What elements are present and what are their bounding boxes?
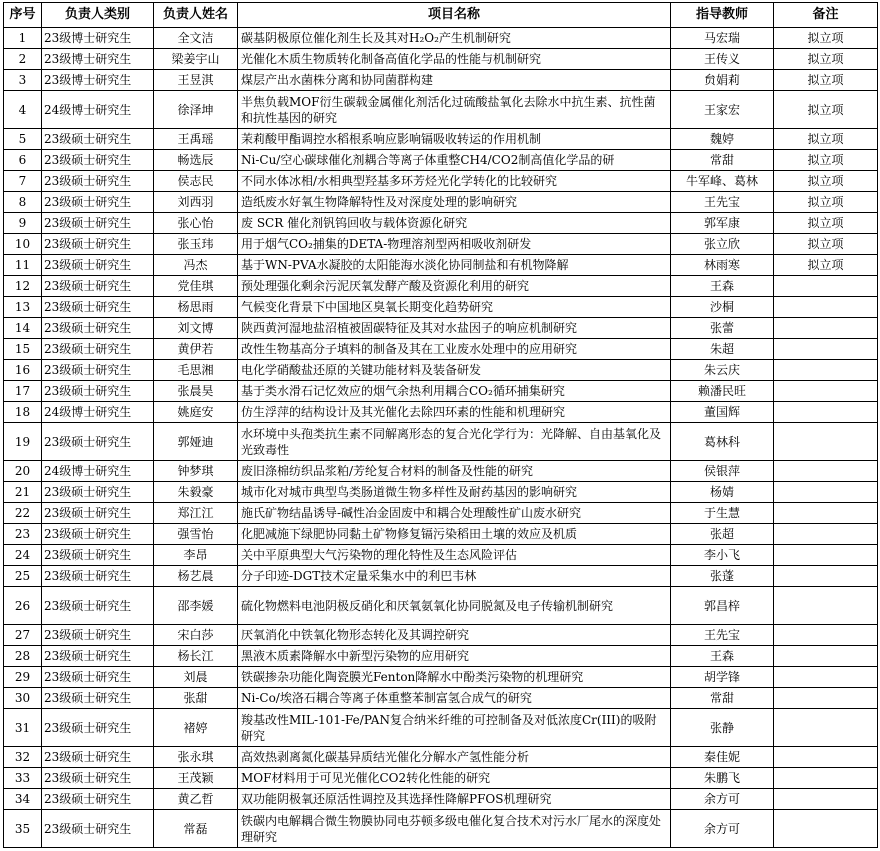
cell-no: 28 <box>4 646 42 667</box>
cell-category: 23级博士研究生 <box>42 49 154 70</box>
cell-category: 23级硕士研究生 <box>42 360 154 381</box>
header-name: 负责人姓名 <box>154 3 238 28</box>
cell-no: 29 <box>4 667 42 688</box>
cell-category: 23级硕士研究生 <box>42 625 154 646</box>
cell-no: 30 <box>4 688 42 709</box>
cell-name: 刘西羽 <box>154 192 238 213</box>
cell-title: 双功能阴极氧还原活性调控及其选择性降解PFOS机理研究 <box>238 789 671 810</box>
cell-category: 23级硕士研究生 <box>42 297 154 318</box>
cell-no: 19 <box>4 423 42 461</box>
cell-teacher: 王先宝 <box>671 625 774 646</box>
cell-category: 23级博士研究生 <box>42 70 154 91</box>
cell-note: 拟立项 <box>774 70 878 91</box>
table-row <box>4 423 878 461</box>
cell-teacher: 沙桐 <box>671 297 774 318</box>
cell-name: 张永琪 <box>154 747 238 768</box>
cell-category: 23级硕士研究生 <box>42 810 154 848</box>
cell-category: 23级硕士研究生 <box>42 587 154 625</box>
cell-no: 33 <box>4 768 42 789</box>
cell-teacher: 侯银萍 <box>671 461 774 482</box>
table-row <box>4 297 878 318</box>
cell-no: 34 <box>4 789 42 810</box>
cell-no: 8 <box>4 192 42 213</box>
cell-no: 27 <box>4 625 42 646</box>
cell-teacher: 于生慧 <box>671 503 774 524</box>
table-row <box>4 587 878 625</box>
cell-name: 刘文博 <box>154 318 238 339</box>
cell-no: 32 <box>4 747 42 768</box>
cell-no: 11 <box>4 255 42 276</box>
cell-title: 废 SCR 催化剂钒钨回收与载体资源化研究 <box>238 213 671 234</box>
cell-note: 拟立项 <box>774 213 878 234</box>
cell-name: 毛思湘 <box>154 360 238 381</box>
cell-note: 拟立项 <box>774 234 878 255</box>
table-row <box>4 129 878 150</box>
cell-title: 碳基阴极原位催化剂生长及其对H₂O₂产生机制研究 <box>238 28 671 49</box>
cell-category: 23级硕士研究生 <box>42 255 154 276</box>
header-row <box>4 3 878 28</box>
cell-category: 23级硕士研究生 <box>42 234 154 255</box>
cell-teacher: 常甜 <box>671 150 774 171</box>
cell-no: 31 <box>4 709 42 747</box>
cell-category: 23级硕士研究生 <box>42 339 154 360</box>
cell-category: 23级硕士研究生 <box>42 129 154 150</box>
cell-teacher: 胡学锋 <box>671 667 774 688</box>
cell-note: 拟立项 <box>774 91 878 129</box>
cell-no: 15 <box>4 339 42 360</box>
cell-no: 13 <box>4 297 42 318</box>
cell-category: 23级硕士研究生 <box>42 747 154 768</box>
cell-title: 用于烟气CO₂捕集的DETA-物理溶剂型两相吸收剂研发 <box>238 234 671 255</box>
cell-name: 张心怡 <box>154 213 238 234</box>
cell-title: Ni-Co/埃洛石耦合等离子体重整苯制富氢合成气的研究 <box>238 688 671 709</box>
cell-title: 化肥减施下绿肥协同黏土矿物修复镉污染稻田土壤的效应及机质 <box>238 524 671 545</box>
cell-title: 铁碳内电解耦合微生物膜协同电芬顿多级电催化复合技术对污水厂尾水的深度处理研究 <box>238 810 671 848</box>
cell-title: 水环境中头孢类抗生素不同解离形态的复合光化学行为：光降解、自由基氧化及光致毒性 <box>238 423 671 461</box>
cell-name: 杨艺晨 <box>154 566 238 587</box>
table-row <box>4 234 878 255</box>
cell-category: 23级硕士研究生 <box>42 503 154 524</box>
cell-name: 王昱淇 <box>154 70 238 91</box>
cell-teacher: 杨婧 <box>671 482 774 503</box>
table-row <box>4 339 878 360</box>
cell-teacher: 朱超 <box>671 339 774 360</box>
cell-category: 23级硕士研究生 <box>42 423 154 461</box>
cell-name: 刘晨 <box>154 667 238 688</box>
cell-teacher: 朱鹏飞 <box>671 768 774 789</box>
cell-name: 张晨昊 <box>154 381 238 402</box>
cell-note <box>774 276 878 297</box>
cell-name: 姚庭安 <box>154 402 238 423</box>
cell-title: 仿生浮萍的结构设计及其光催化去除四环素的性能和机理研究 <box>238 402 671 423</box>
cell-teacher: 王先宝 <box>671 192 774 213</box>
cell-note <box>774 789 878 810</box>
cell-note <box>774 688 878 709</box>
cell-name: 王茂颖 <box>154 768 238 789</box>
table-row <box>4 91 878 129</box>
cell-teacher: 王森 <box>671 646 774 667</box>
cell-name: 王禹瑶 <box>154 129 238 150</box>
cell-no: 22 <box>4 503 42 524</box>
cell-name: 畅选辰 <box>154 150 238 171</box>
table-row <box>4 503 878 524</box>
table-row <box>4 213 878 234</box>
cell-teacher: 李小飞 <box>671 545 774 566</box>
table-row <box>4 646 878 667</box>
table-row <box>4 524 878 545</box>
table-row <box>4 150 878 171</box>
cell-teacher: 赖潘民旺 <box>671 381 774 402</box>
table-row <box>4 276 878 297</box>
cell-note: 拟立项 <box>774 171 878 192</box>
cell-teacher: 王森 <box>671 276 774 297</box>
cell-note <box>774 810 878 848</box>
cell-name: 黄伊若 <box>154 339 238 360</box>
table-row <box>4 566 878 587</box>
cell-note: 拟立项 <box>774 150 878 171</box>
cell-no: 3 <box>4 70 42 91</box>
table-row <box>4 192 878 213</box>
cell-title: 半焦负载MOF衍生碳载金属催化剂活化过硫酸盐氧化去除水中抗生素、抗性菌和抗性基因的研究 <box>238 91 671 129</box>
cell-title: 电化学硝酸盐还原的关键功能材料及装备研发 <box>238 360 671 381</box>
table-row <box>4 789 878 810</box>
cell-teacher: 张蕾 <box>671 318 774 339</box>
cell-category: 23级硕士研究生 <box>42 789 154 810</box>
table-row <box>4 255 878 276</box>
cell-name: 张甜 <box>154 688 238 709</box>
cell-category: 23级硕士研究生 <box>42 524 154 545</box>
table-row <box>4 625 878 646</box>
table-row <box>4 747 878 768</box>
cell-note <box>774 360 878 381</box>
table-row <box>4 171 878 192</box>
cell-name: 褚婷 <box>154 709 238 747</box>
cell-category: 24级博士研究生 <box>42 91 154 129</box>
cell-name: 李昂 <box>154 545 238 566</box>
cell-category: 23级硕士研究生 <box>42 768 154 789</box>
header-category: 负责人类别 <box>42 3 154 28</box>
cell-note <box>774 318 878 339</box>
cell-name: 朱毅豪 <box>154 482 238 503</box>
project-table <box>3 2 878 848</box>
cell-title: 茉莉酸甲酯调控水稻根系响应影响镉吸收转运的作用机制 <box>238 129 671 150</box>
cell-note: 拟立项 <box>774 255 878 276</box>
cell-teacher: 郭军康 <box>671 213 774 234</box>
table-row <box>4 28 878 49</box>
cell-note <box>774 566 878 587</box>
table-row <box>4 360 878 381</box>
table-row <box>4 70 878 91</box>
cell-note <box>774 587 878 625</box>
cell-teacher: 余方可 <box>671 810 774 848</box>
cell-name: 梁姜宇山 <box>154 49 238 70</box>
cell-note <box>774 423 878 461</box>
cell-name: 常磊 <box>154 810 238 848</box>
table-row <box>4 709 878 747</box>
cell-note: 拟立项 <box>774 129 878 150</box>
cell-note <box>774 381 878 402</box>
cell-title: 城市化对城市典型鸟类肠道微生物多样性及耐药基因的影响研究 <box>238 482 671 503</box>
cell-note <box>774 545 878 566</box>
cell-no: 4 <box>4 91 42 129</box>
cell-no: 18 <box>4 402 42 423</box>
cell-title: 改性生物基高分子填料的制备及其在工业废水处理中的应用研究 <box>238 339 671 360</box>
cell-title: 造纸废水好氧生物降解特性及对深度处理的影响研究 <box>238 192 671 213</box>
header-teacher: 指导教师 <box>671 3 774 28</box>
cell-no: 25 <box>4 566 42 587</box>
cell-no: 14 <box>4 318 42 339</box>
cell-category: 23级硕士研究生 <box>42 646 154 667</box>
cell-teacher: 王家宏 <box>671 91 774 129</box>
table-row <box>4 810 878 848</box>
cell-title: 气候变化背景下中国地区臭氧长期变化趋势研究 <box>238 297 671 318</box>
cell-no: 10 <box>4 234 42 255</box>
cell-note <box>774 709 878 747</box>
cell-teacher: 葛林科 <box>671 423 774 461</box>
cell-category: 23级硕士研究生 <box>42 192 154 213</box>
cell-category: 23级博士研究生 <box>42 28 154 49</box>
cell-note: 拟立项 <box>774 49 878 70</box>
cell-name: 强雪怡 <box>154 524 238 545</box>
cell-name: 郭娅迪 <box>154 423 238 461</box>
cell-teacher: 张超 <box>671 524 774 545</box>
cell-no: 12 <box>4 276 42 297</box>
cell-category: 24级博士研究生 <box>42 402 154 423</box>
cell-title: 硫化物燃料电池阴极反硝化和厌氧氨氧化协同脱氮及电子传输机制研究 <box>238 587 671 625</box>
cell-title: 关中平原典型大气污染物的理化特性及生态风险评估 <box>238 545 671 566</box>
header-note: 备注 <box>774 3 878 28</box>
cell-title: 基于类水滑石记忆效应的烟气余热利用耦合CO₂循环捕集研究 <box>238 381 671 402</box>
cell-teacher: 贠娟莉 <box>671 70 774 91</box>
cell-name: 全文洁 <box>154 28 238 49</box>
cell-title: 铁碳掺杂功能化陶瓷膜光Fenton降解水中酚类污染物的机理研究 <box>238 667 671 688</box>
cell-teacher: 王传义 <box>671 49 774 70</box>
cell-no: 20 <box>4 461 42 482</box>
cell-no: 7 <box>4 171 42 192</box>
cell-no: 17 <box>4 381 42 402</box>
cell-name: 宋白莎 <box>154 625 238 646</box>
cell-teacher: 董国辉 <box>671 402 774 423</box>
cell-no: 24 <box>4 545 42 566</box>
cell-title: 煤层产出水菌株分离和协同菌群构建 <box>238 70 671 91</box>
cell-note <box>774 482 878 503</box>
cell-teacher: 林雨寒 <box>671 255 774 276</box>
cell-no: 2 <box>4 49 42 70</box>
cell-name: 侯志民 <box>154 171 238 192</box>
cell-category: 23级硕士研究生 <box>42 709 154 747</box>
header-no: 序号 <box>4 3 42 28</box>
table-row <box>4 667 878 688</box>
table-row <box>4 49 878 70</box>
cell-title: 厌氧消化中铁氧化物形态转化及其调控研究 <box>238 625 671 646</box>
table-row <box>4 545 878 566</box>
cell-no: 16 <box>4 360 42 381</box>
cell-title: 光催化木质生物质转化制备高值化学品的性能与机制研究 <box>238 49 671 70</box>
cell-name: 邵李媛 <box>154 587 238 625</box>
cell-name: 郑江江 <box>154 503 238 524</box>
cell-category: 23级硕士研究生 <box>42 545 154 566</box>
cell-no: 5 <box>4 129 42 150</box>
cell-title: Ni-Cu/空心碳球催化剂耦合等离子体重整CH4/CO2制高值化学品的研 <box>238 150 671 171</box>
cell-title: 黑液木质素降解水中新型污染物的应用研究 <box>238 646 671 667</box>
cell-category: 23级硕士研究生 <box>42 318 154 339</box>
cell-title: 施氏矿物结晶诱导-碱性冶金固废中和耦合处理酸性矿山废水研究 <box>238 503 671 524</box>
cell-note <box>774 297 878 318</box>
cell-no: 35 <box>4 810 42 848</box>
cell-name: 张玉玮 <box>154 234 238 255</box>
cell-teacher: 常甜 <box>671 688 774 709</box>
cell-title: 废旧涤棉纺织品浆粕/芳纶复合材料的制备及性能的研究 <box>238 461 671 482</box>
table-row <box>4 318 878 339</box>
cell-category: 23级硕士研究生 <box>42 688 154 709</box>
table-row <box>4 461 878 482</box>
cell-title: 预处理强化剩余污泥厌氧发酵产酸及资源化利用的研究 <box>238 276 671 297</box>
table-row <box>4 402 878 423</box>
cell-no: 26 <box>4 587 42 625</box>
cell-teacher: 张静 <box>671 709 774 747</box>
cell-category: 23级硕士研究生 <box>42 482 154 503</box>
cell-name: 黄乙哲 <box>154 789 238 810</box>
table-row <box>4 482 878 503</box>
cell-title: 高效热剥离氮化碳基异质结光催化分解水产氢性能分析 <box>238 747 671 768</box>
cell-note <box>774 461 878 482</box>
cell-note <box>774 625 878 646</box>
cell-teacher: 马宏瑞 <box>671 28 774 49</box>
cell-title: 分子印迹-DGT技术定量采集水中的利巴韦林 <box>238 566 671 587</box>
cell-category: 23级硕士研究生 <box>42 213 154 234</box>
cell-no: 9 <box>4 213 42 234</box>
table-row <box>4 688 878 709</box>
cell-note <box>774 646 878 667</box>
cell-teacher: 张蓬 <box>671 566 774 587</box>
cell-name: 杨长江 <box>154 646 238 667</box>
cell-title: 基于WN-PVA水凝胶的太阳能海水淡化协同制盐和有机物降解 <box>238 255 671 276</box>
cell-note <box>774 747 878 768</box>
cell-category: 23级硕士研究生 <box>42 566 154 587</box>
cell-category: 23级硕士研究生 <box>42 381 154 402</box>
cell-note <box>774 667 878 688</box>
cell-teacher: 秦佳妮 <box>671 747 774 768</box>
cell-teacher: 余方可 <box>671 789 774 810</box>
cell-no: 21 <box>4 482 42 503</box>
cell-category: 23级硕士研究生 <box>42 150 154 171</box>
cell-category: 23级硕士研究生 <box>42 171 154 192</box>
table-body <box>4 28 878 848</box>
cell-note <box>774 503 878 524</box>
table-row <box>4 768 878 789</box>
cell-title: 羧基改性MIL-101-Fe/PAN复合纳米纤维的可控制备及对低浓度Cr(III)的吸附研究 <box>238 709 671 747</box>
cell-title: 陕西黄河湿地盐沼植被固碳特征及其对水盐因子的响应机制研究 <box>238 318 671 339</box>
cell-note <box>774 402 878 423</box>
cell-category: 24级博士研究生 <box>42 461 154 482</box>
cell-category: 23级硕士研究生 <box>42 276 154 297</box>
cell-title: 不同水体冰相/水相典型羟基多环芳烃光化学转化的比较研究 <box>238 171 671 192</box>
table-row <box>4 381 878 402</box>
cell-name: 冯杰 <box>154 255 238 276</box>
cell-title: MOF材料用于可见光催化CO2转化性能的研究 <box>238 768 671 789</box>
cell-name: 徐泽坤 <box>154 91 238 129</box>
cell-no: 1 <box>4 28 42 49</box>
cell-category: 23级硕士研究生 <box>42 667 154 688</box>
cell-no: 23 <box>4 524 42 545</box>
cell-teacher: 牛军峰、葛林 <box>671 171 774 192</box>
cell-no: 6 <box>4 150 42 171</box>
cell-name: 党佳琪 <box>154 276 238 297</box>
cell-name: 杨思雨 <box>154 297 238 318</box>
cell-teacher: 朱云庆 <box>671 360 774 381</box>
header-title: 项目名称 <box>238 3 671 28</box>
cell-teacher: 魏婷 <box>671 129 774 150</box>
cell-teacher: 郭昌梓 <box>671 587 774 625</box>
cell-teacher: 张立欣 <box>671 234 774 255</box>
cell-note: 拟立项 <box>774 28 878 49</box>
cell-name: 钟梦琪 <box>154 461 238 482</box>
cell-note <box>774 339 878 360</box>
cell-note <box>774 524 878 545</box>
cell-note: 拟立项 <box>774 192 878 213</box>
cell-note <box>774 768 878 789</box>
